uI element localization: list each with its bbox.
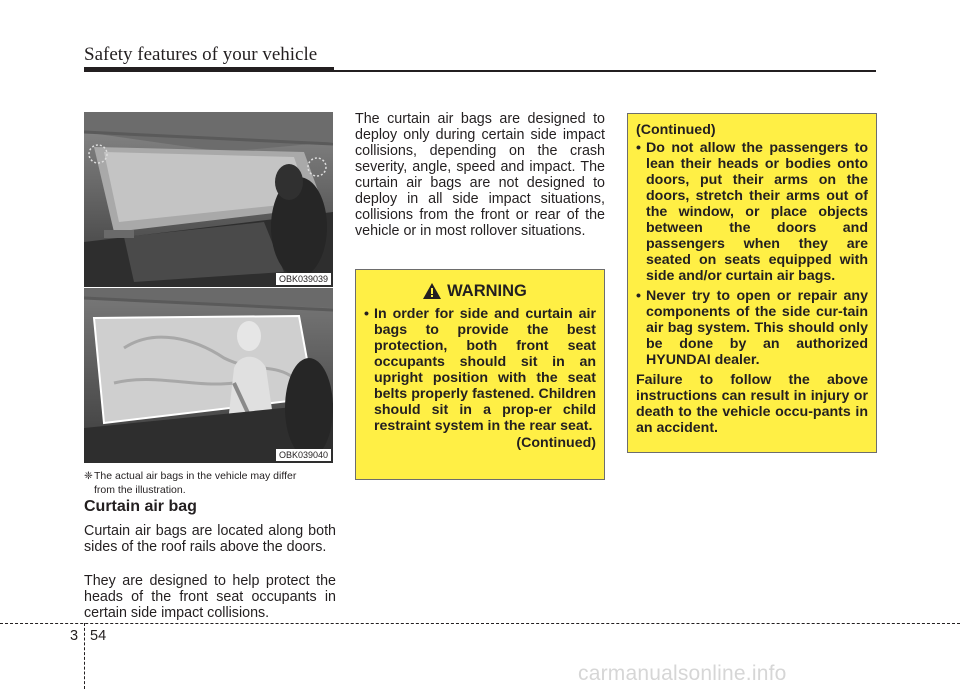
warning-item-1-text: In order for side and curtain air bags to provide the best protection, both front seat occupants should sit in an upright position with the seat belts properly fastened. Children should sit in a prop-er child restraint system in the rear seat. [374,306,596,434]
chapter-number: 3 [70,628,79,644]
column2-paragraph: The curtain air bags are designed to deploy only during certain side impact collisions, depending on the crash severity, angle, speed and impact. The curtain air bags are not designed to deploy in all side impact situations, collisions from the front or rear of the vehicle or in most rollover situations. [355,111,605,239]
footnote-mark: ❈ [84,470,93,482]
interior-photo-deployed [84,288,333,463]
warning-box [355,269,605,480]
header-rule-thin [334,70,876,72]
header-rule-thick [84,67,334,72]
bullet-dot: • [364,306,369,322]
body-paragraph-2: They are designed to help protect the heads of the front seat occupants in certain side impact collisions. [84,573,336,621]
page-header-title: Safety features of your vehicle [84,44,318,65]
warning-title: WARNING [447,282,527,300]
page-number: 54 [90,628,107,644]
footnote-line-1: The actual air bags in the vehicle may differ [94,470,297,482]
continued-item-2-text: Never try to open or repair any components of the side cur-tain air bag system. This should only be done by an authorized HYUNDAI dealer. [646,288,868,368]
footnote-line-2: from the illustration. [94,484,186,496]
interior-photo-stowed [84,112,333,287]
continued-label: (Continued) [636,122,716,138]
watermark: carmanualsonline.info [578,662,787,685]
interior-illustration-deployed [84,288,333,463]
image-code-top: OBK039039 [276,273,331,285]
image-footnote [84,469,336,497]
warning-header [354,280,596,302]
bullet-dot: • [636,140,641,156]
body-paragraph-1: Curtain air bags are located along both sides of the roof rails above the doors. [84,523,336,555]
warning-continued: (Continued) [516,435,596,451]
continued-item-1 [636,140,868,284]
section-heading: Curtain air bag [84,498,197,515]
footer-rule [0,623,960,624]
continued-item-2 [636,288,868,368]
bullet-dot: • [636,288,641,304]
continued-warning-box [627,113,877,453]
warning-triangle-icon [423,283,441,299]
continued-item-1-text: Do not allow the passengers to lean their heads or bodies onto doors, put their arms on the doors, stretch their arms out of the window, or place objects between the doors and passengers when they are seated on seats equipped with side and/or curtain air bags. [646,140,868,284]
image-code-bottom: OBK039040 [276,449,331,461]
warning-item-1 [364,306,596,434]
continued-closing-text: Failure to follow the above instructions can result in injury or death to the vehicle occu-pants in an accident. [636,372,868,436]
interior-illustration-stowed [84,112,333,287]
footer-vertical-rule [84,623,85,689]
